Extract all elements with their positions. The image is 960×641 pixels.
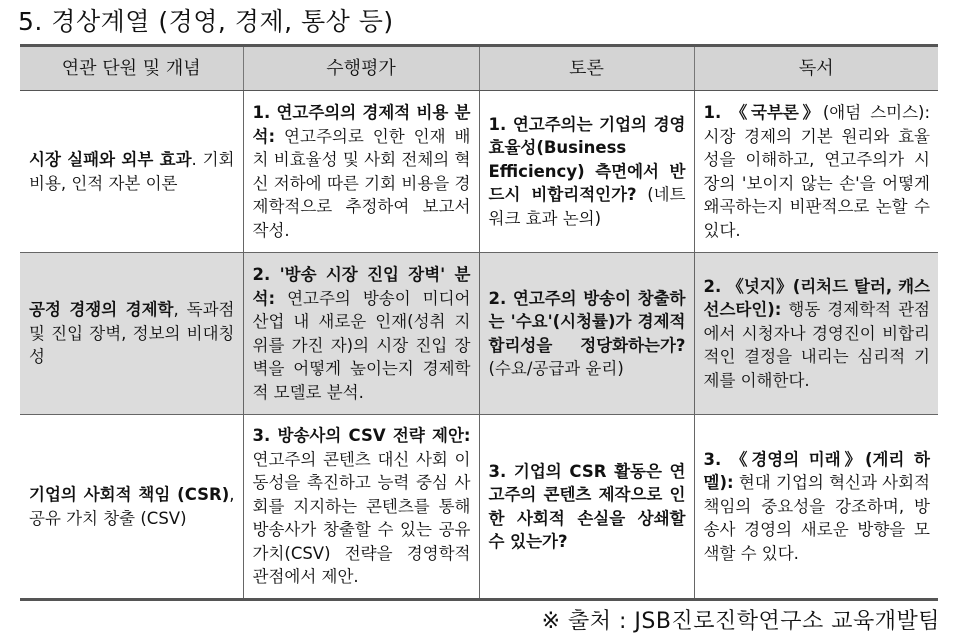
assessment-bold: 1. 연고주의의 경제적 비용 분석:: [252, 103, 471, 146]
reading-cell: [694, 91, 938, 253]
concept-cell: [20, 91, 243, 253]
table-row: [20, 91, 938, 253]
concept-bold: 시장 실패와 외부 효과: [29, 150, 192, 169]
reading-bold: 1. 《국부론》: [703, 103, 823, 122]
concept-text: , 독과점 및 진입 장벽, 정보의 비대칭성: [29, 300, 235, 367]
header-reading: 독서: [694, 46, 938, 91]
table-row: [20, 415, 938, 600]
concept-bold: 기업의 사회적 책임 (CSR): [29, 485, 230, 504]
assessment-text: 연고주의 방송이 미디어 산업 내 새로운 인재(성취 지위를 가진 자)의 시장 진입 장벽을 어떻게 높이는지 경제학적 모델로 분석.: [252, 288, 471, 402]
debate-cell: [479, 415, 694, 600]
debate-bold: 1. 연고주의는 기업의 경영 효율성(Business Efficiency) 측면에서 반드시 비합리적인가?: [488, 114, 686, 205]
concept-bold: 공정 경쟁의 경제학: [29, 300, 174, 320]
header-debate: 토론: [479, 46, 694, 91]
assessment-bold: 2. '방송 시장 진입 장벽' 분석:: [252, 265, 471, 308]
debate-bold: 2. 연고주의 방송이 창출하는 '수요'(시청률)가 경제적 합리성을 정당화하는가?: [488, 288, 686, 355]
header-row: [20, 46, 938, 91]
concept-text: . 기회 비용, 인적 자본 이론: [29, 150, 235, 193]
reading-text: 현대 기업의 혁신과 사회적 책임의 중요성을 강조하며, 방송사 경영의 새로운 방향을 모색할 수 있다.: [703, 473, 930, 563]
concept-cell: [20, 415, 243, 600]
header-concept: 연관 단원 및 개념: [20, 46, 243, 91]
assessment-bold: 3. 방송사의 CSV 전략 제안:: [252, 426, 471, 446]
reading-cell: [694, 253, 938, 415]
concept-cell: [20, 253, 243, 415]
debate-text: (네트워크 효과 논의): [488, 185, 686, 228]
debate-cell: [479, 253, 694, 415]
assessment-text: 연고주의로 인한 인재 배치 비효율성 및 사회 전체의 혁신 저하에 따른 기회 비용을 경제학적으로 추정하여 보고서 작성.: [252, 126, 471, 240]
reading-text: 행동 경제학적 관점에서 시청자나 경영진이 비합리적인 결정을 내리는 심리적 기제를 이해한다.: [703, 300, 930, 390]
table-row: [20, 253, 938, 415]
reading-bold: 3. 《경영의 미래》(게리 하멜):: [703, 449, 930, 493]
header-assessment: 수행평가: [243, 46, 479, 91]
assessment-cell: [243, 91, 479, 253]
section-title: 5. 경상계열 (경영, 경제, 통상 등): [18, 7, 394, 36]
assessment-cell: [243, 253, 479, 415]
debate-bold: 3. 기업의 CSR 활동은 연고주의 콘텐츠 제작으로 인한 사회적 손실을 상쇄할 수 있는가?: [488, 461, 686, 551]
debate-cell: [479, 91, 694, 253]
career-activity-table: [20, 44, 938, 601]
debate-text: (수요/공급과 윤리): [488, 359, 624, 378]
assessment-cell: [243, 415, 479, 600]
assessment-text: 연고주의 콘텐츠 대신 사회 이동성을 촉진하고 능력 중심 사회를 지지하는 콘텐츠를 통해 방송사가 창출할 수 있는 공유 가치(CSV) 전략을 경영학적 관점에서 제안.: [252, 449, 471, 587]
reading-text: (애덤 스미스): 시장 경제의 기본 원리와 효율성을 이해하고, 연고주의가 시장의 '보이지 않는 손'을 어떻게 왜곡하는지 비판적으로 논할 수 있다.: [703, 103, 931, 240]
source-note: ※ 출처 : JSB진로진학연구소 교육개발팀: [541, 609, 940, 634]
concept-text: , 공유 가치 창출 (CSV): [29, 485, 235, 528]
reading-bold: 2. 《넛지》(리처드 탈러, 캐스 선스타인):: [703, 276, 930, 320]
reading-cell: [694, 415, 938, 600]
